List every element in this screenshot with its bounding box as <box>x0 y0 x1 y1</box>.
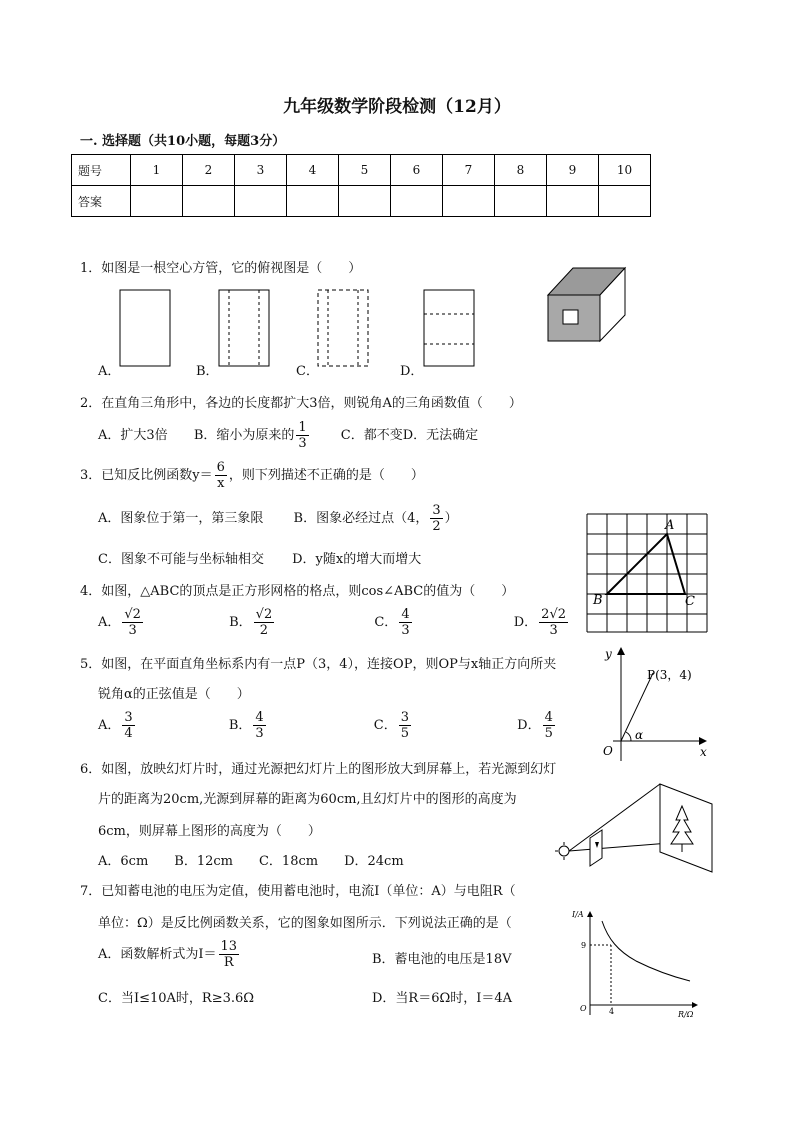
answer-cell[interactable] <box>391 186 443 217</box>
table-row-label: 答案 <box>72 186 131 217</box>
option-c: C． <box>374 615 398 630</box>
table-cell: 5 <box>339 155 391 186</box>
answer-cell[interactable] <box>495 186 547 217</box>
y-label: y <box>605 647 612 661</box>
option-b-label: B． <box>196 364 219 379</box>
question-7-option-a-row <box>98 937 241 973</box>
fraction-numerator: 4 <box>255 710 264 725</box>
fraction-denominator: 3 <box>255 726 264 741</box>
fraction-denominator: 3 <box>128 623 137 638</box>
answer-cell[interactable] <box>443 186 495 217</box>
slide <box>590 830 602 866</box>
answer-cell[interactable] <box>131 186 183 217</box>
page-title: 九年级数学阶段检测（12月） <box>283 97 511 117</box>
fraction-numerator: 6 <box>216 460 225 475</box>
fraction-numerator: 3 <box>432 503 441 518</box>
option-b: B．缩小为原来的 <box>193 428 295 443</box>
triangle-abc <box>607 534 685 594</box>
point-c-label: C <box>685 594 695 609</box>
grid-lines <box>587 514 707 632</box>
fraction-denominator: 2 <box>432 519 441 534</box>
fraction-denominator: x <box>217 476 225 491</box>
question-6-options: A．6cm B．12cm C．18cm D．24cm <box>98 854 404 869</box>
option-b-end: ） <box>444 511 458 526</box>
option-d-rect <box>424 290 474 366</box>
fraction <box>219 939 240 970</box>
option-a-rect <box>120 290 170 366</box>
option-c: C．图象不可能与坐标轴相交 <box>98 552 264 567</box>
stem-text: ，则下列描述不正确的是（ ） <box>228 468 424 483</box>
y-axis-label: I/A <box>572 910 584 919</box>
fraction-denominator: R <box>223 955 234 970</box>
fraction <box>215 460 227 491</box>
question-7-line-2: 单位：Ω）是反比例函数关系，它的图象如图所示．下列说法正确的是（ <box>98 916 512 931</box>
alpha-label: α <box>635 728 644 742</box>
fraction-numerator: 3 <box>400 710 410 725</box>
option-cd: C．都不变D．无法确定 <box>340 428 479 443</box>
answer-cell[interactable] <box>339 186 391 217</box>
question-5-stem-1: 5．如图，在平面直角坐标系内有一点P（3，4），连接OP，则OP与x轴正方向所夹 <box>80 657 557 672</box>
fraction <box>543 710 555 741</box>
grid-triangle-figure <box>585 512 710 634</box>
stem-text: 3．已知反比例函数y＝ <box>80 468 213 483</box>
option-d: D． <box>517 718 541 733</box>
point-p-label: P(3，4) <box>647 668 692 682</box>
option-c-label: C． <box>296 364 319 379</box>
option-a: A． <box>98 718 121 733</box>
answer-cell[interactable] <box>235 186 287 217</box>
answer-cell[interactable] <box>287 186 339 217</box>
y-arrow <box>617 647 625 655</box>
coordinate-figure <box>597 643 712 765</box>
fraction-denominator: 3 <box>401 623 410 638</box>
option-b: B． <box>229 615 252 630</box>
y-value-label: 9 <box>581 941 587 950</box>
option-b: B． <box>228 718 252 733</box>
angle-arc <box>626 732 631 741</box>
question-2-options <box>98 420 478 451</box>
answer-cell[interactable] <box>547 186 599 217</box>
question-3-options-row1 <box>98 503 458 534</box>
question-6-line-3: 6cm，则屏幕上图形的高度为（ ） <box>98 824 321 839</box>
option-d: D．当R＝6Ω时，I＝4A <box>372 991 513 1006</box>
fraction-denominator: 5 <box>400 726 410 741</box>
fraction-numerator: 2√2 <box>541 607 566 622</box>
fraction <box>122 710 134 741</box>
fraction <box>254 607 275 638</box>
question-3-stem <box>80 460 424 492</box>
question-6-line-1: 6．如图，放映幻灯片时，通过光源把幻灯片上的图形放大到屏幕上，若光源到幻灯 <box>80 762 557 777</box>
fraction-numerator: 13 <box>220 939 238 954</box>
question-3-options-row2 <box>98 548 421 567</box>
section-heading: 一. 选择题（共10小题，每题3分） <box>80 134 286 149</box>
answer-cell[interactable] <box>599 186 651 217</box>
question-4-options <box>98 605 570 641</box>
inverse-function-graph <box>566 907 706 1019</box>
x-arrow <box>692 1002 698 1008</box>
x-value-label: 4 <box>609 1007 615 1016</box>
table-cell: 1 <box>131 155 183 186</box>
hollow-tube-figure <box>545 265 630 345</box>
fraction-numerator: √2 <box>124 607 141 622</box>
fraction-numerator: 4 <box>401 607 410 622</box>
question-6-line-2: 片的距离为20cm,光源到屏幕的距离为60cm,且幻灯片中的图形的高度为 <box>98 792 517 807</box>
point-a-label: A <box>665 518 675 533</box>
fraction-numerator: √2 <box>255 607 273 622</box>
light-source <box>559 846 569 856</box>
fraction-numerator: 4 <box>544 710 553 725</box>
option-b: B．蓄电池的电压是18V <box>372 952 512 967</box>
fraction-denominator: 2 <box>259 623 269 638</box>
option-c: C． <box>373 718 397 733</box>
fraction <box>539 607 568 638</box>
option-c-rect <box>318 290 368 366</box>
option-a: A． <box>98 615 121 630</box>
option-a: A．扩大3倍 <box>98 428 168 443</box>
table-cell: 7 <box>443 155 495 186</box>
ray-top <box>569 784 660 851</box>
question-2-stem: 2．在直角三角形中，各边的长度都扩大3倍，则锐角A的三角函数值（ ） <box>80 396 522 411</box>
question-5-options <box>98 708 557 744</box>
fraction <box>122 607 143 638</box>
x-label: x <box>700 745 707 759</box>
fraction <box>296 420 308 451</box>
answer-table <box>71 154 651 217</box>
projector-figure <box>552 780 720 882</box>
question-1-stem: 1．如图是一根空心方管，它的俯视图是（ ） <box>80 261 362 276</box>
table-row-label: 题号 <box>72 155 131 186</box>
inverse-curve <box>602 921 690 981</box>
question-5-stem-2: 锐角α的正弦值是（ ） <box>98 687 250 702</box>
fraction-denominator: 5 <box>544 726 553 741</box>
table-cell: 9 <box>547 155 599 186</box>
table-cell: 2 <box>183 155 235 186</box>
fraction-denominator: 4 <box>124 726 133 741</box>
option-c: C．当I≤10A时，R≥3.6Ω <box>98 991 255 1006</box>
x-axis-label: R/Ω <box>678 1010 694 1019</box>
fraction <box>399 607 411 638</box>
table-cell: 6 <box>391 155 443 186</box>
origin-label: O <box>580 1004 587 1013</box>
table-cell: 3 <box>235 155 287 186</box>
option-d: D．y随x的增大而增大 <box>292 552 422 567</box>
answer-table-answer-row <box>72 186 651 217</box>
table-cell: 8 <box>495 155 547 186</box>
table-cell: 4 <box>287 155 339 186</box>
fraction-numerator: 3 <box>124 710 133 725</box>
fraction <box>430 503 442 534</box>
option-b: B．图象必经过点（4， <box>293 511 429 526</box>
answer-cell[interactable] <box>183 186 235 217</box>
x-arrow <box>699 737 707 745</box>
option-a-label: A． <box>98 364 121 379</box>
option-b-rect <box>219 290 269 366</box>
option-a: A．图象位于第一，第三象限 <box>98 511 264 526</box>
question-7-line-1: 7．已知蓄电池的电压为定值，使用蓄电池时，电流I（单位：A）与电阻R（ <box>80 884 516 899</box>
origin-label: O <box>603 744 613 758</box>
fraction <box>253 710 265 741</box>
option-a: A．函数解析式为I＝ <box>98 947 217 962</box>
point-b-label: B <box>593 593 603 608</box>
question-4-stem: 4．如图，△ABC的顶点是正方形网格的格点，则cos∠ABC的值为（ ） <box>80 584 515 599</box>
option-d-label: D． <box>400 364 424 379</box>
option-d: D． <box>513 615 538 630</box>
fraction <box>399 710 411 741</box>
y-arrow <box>587 911 593 917</box>
answer-table-number-row <box>72 155 651 186</box>
table-cell: 10 <box>599 155 651 186</box>
fraction-denominator: 3 <box>298 436 307 451</box>
fraction-denominator: 3 <box>549 623 558 638</box>
fraction-numerator: 1 <box>298 420 307 435</box>
